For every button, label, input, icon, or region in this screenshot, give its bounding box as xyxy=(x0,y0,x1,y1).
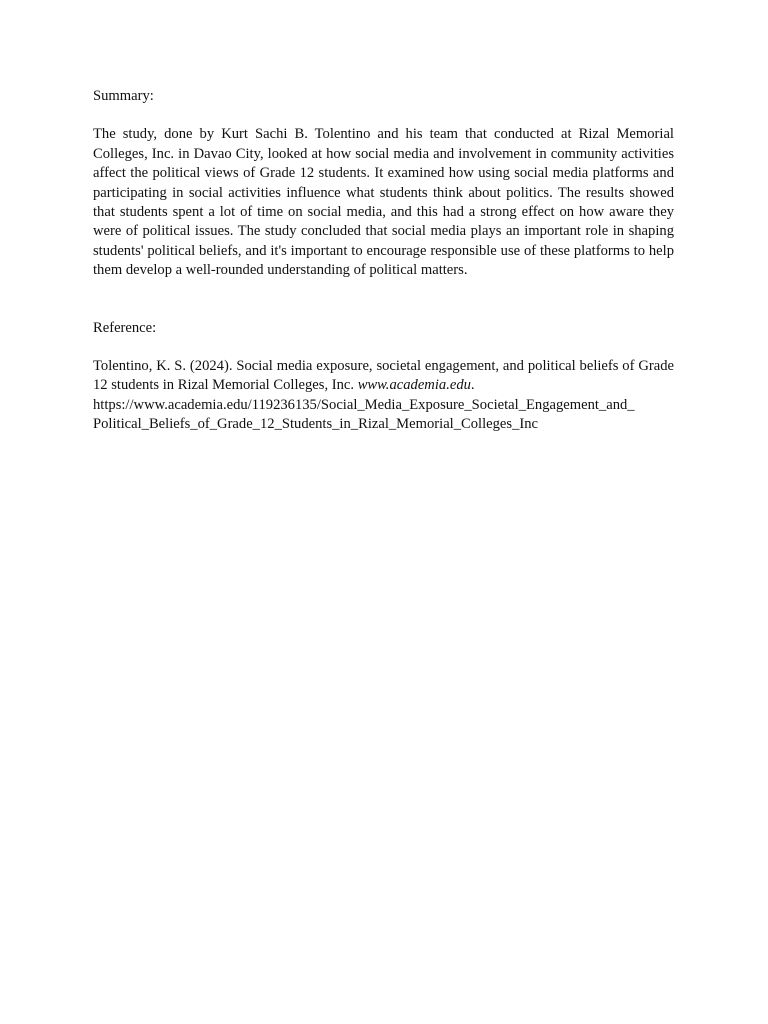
citation-url-line-1[interactable]: https://www.academia.edu/119236135/Social_Media_Exposure_Societal_Engagement_and_ xyxy=(93,396,635,413)
document-content xyxy=(93,87,674,435)
citation-text: Tolentino, K. S. (2024). Social media exposure, societal engagement, and political beliefs of Grade 12 students in Rizal Memorial Colleges, Inc. xyxy=(93,358,674,394)
summary-heading: Summary: xyxy=(93,88,154,104)
summary-paragraph: The study, done by Kurt Sachi B. Tolentino and his team that conducted at Rizal Memorial Colleges, Inc. in Davao City, looked at how social media and involvement in community activities affect the political views of Grade 12 students. It examined how using social media platforms and participating in social activities influence what students think about politics. The results showed that students spent a lot of time on social media, and this had a strong effect on how aware they were of political issues. The study concluded that social media plays an important role in shaping students' political beliefs, and it's important to encourage responsible use of these platforms to help them develop a well-rounded understanding of political matters. xyxy=(93,126,674,279)
citation-url-line-2[interactable]: Political_Beliefs_of_Grade_12_Students_in_Rizal_Memorial_Colleges_Inc xyxy=(93,416,539,433)
reference-citation xyxy=(93,357,674,435)
citation-site-name: www.academia.edu xyxy=(357,377,471,394)
citation-site-period: . xyxy=(470,377,475,394)
reference-heading: Reference: xyxy=(93,319,157,336)
